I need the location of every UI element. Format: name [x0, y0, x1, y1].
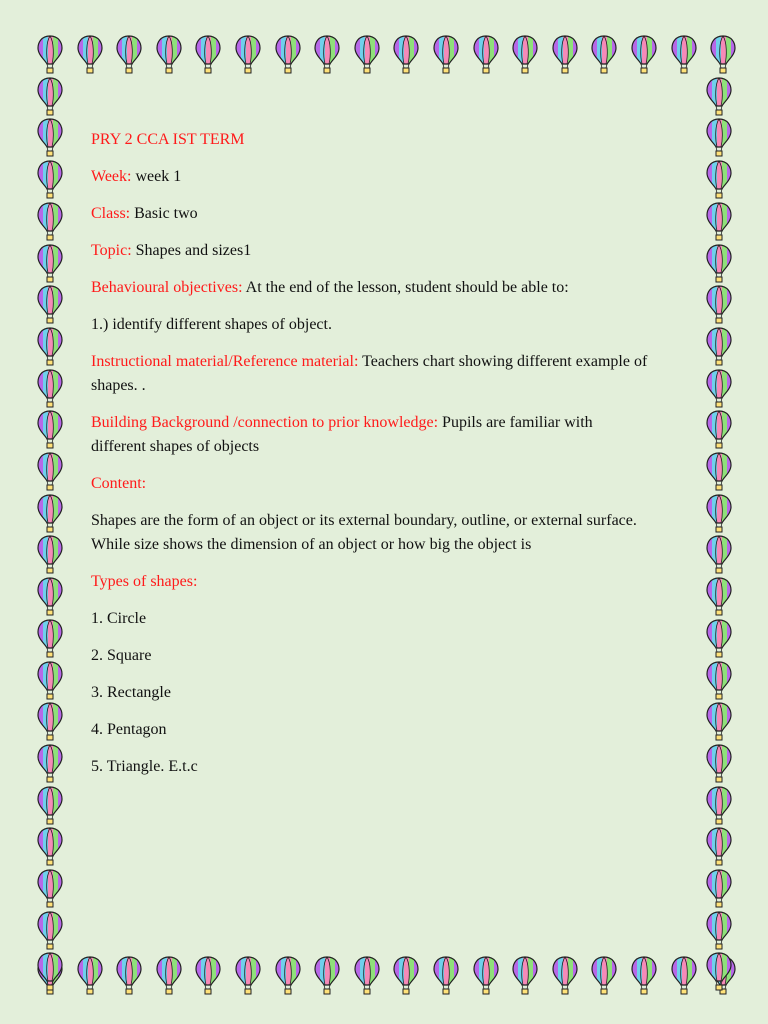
hot-air-balloon-icon — [275, 955, 301, 995]
hot-air-balloon-icon — [591, 34, 617, 74]
shape-item: 4. Pentagon — [91, 721, 167, 738]
hot-air-balloon-icon — [706, 951, 732, 991]
hot-air-balloon-icon — [473, 34, 499, 74]
hot-air-balloon-icon — [37, 785, 63, 825]
hot-air-balloon-icon — [37, 618, 63, 658]
hot-air-balloon-icon — [671, 34, 697, 74]
hot-air-balloon-icon — [37, 493, 63, 533]
hot-air-balloon-icon — [706, 284, 732, 324]
shape-item: 1. Circle — [91, 610, 147, 627]
building-value: Pupils are familiar with different shapes of objects — [91, 414, 593, 455]
hot-air-balloon-icon — [671, 955, 697, 995]
hot-air-balloon-icon — [37, 326, 63, 366]
hot-air-balloon-icon — [37, 534, 63, 574]
hot-air-balloon-icon — [706, 826, 732, 866]
hot-air-balloon-icon — [37, 201, 63, 241]
hot-air-balloon-icon — [393, 34, 419, 74]
hot-air-balloon-icon — [37, 159, 63, 199]
doc-title: PRY 2 CCA IST TERM — [91, 131, 245, 148]
hot-air-balloon-icon — [37, 910, 63, 950]
behavioural-value: At the end of the lesson, student should be able to: — [245, 279, 569, 296]
shape-item: 3. Rectangle — [91, 684, 171, 701]
topic-value: Shapes and sizes1 — [135, 242, 252, 259]
lesson-note — [91, 128, 651, 792]
hot-air-balloon-icon — [37, 951, 63, 991]
week-label: Week: — [91, 168, 132, 185]
hot-air-balloon-icon — [706, 493, 732, 533]
hot-air-balloon-icon — [706, 910, 732, 950]
class-label: Class: — [91, 205, 131, 222]
hot-air-balloon-icon — [473, 955, 499, 995]
topic-label: Topic: — [91, 242, 132, 259]
content-text: Shapes are the form of an object or its external boundary, outline, or external surface. While size shows the dimension of an object or how big the object is — [91, 512, 637, 553]
hot-air-balloon-icon — [706, 451, 732, 491]
hot-air-balloon-icon — [706, 701, 732, 741]
hot-air-balloon-icon — [706, 409, 732, 449]
hot-air-balloon-icon — [433, 34, 459, 74]
hot-air-balloon-icon — [706, 618, 732, 658]
hot-air-balloon-icon — [37, 826, 63, 866]
week-line — [91, 165, 651, 189]
hot-air-balloon-icon — [37, 34, 63, 74]
hot-air-balloon-icon — [37, 368, 63, 408]
hot-air-balloon-icon — [706, 868, 732, 908]
class-value: Basic two — [134, 205, 198, 222]
hot-air-balloon-icon — [37, 660, 63, 700]
hot-air-balloon-icon — [77, 34, 103, 74]
hot-air-balloon-icon — [156, 955, 182, 995]
hot-air-balloon-icon — [195, 955, 221, 995]
hot-air-balloon-icon — [706, 785, 732, 825]
hot-air-balloon-icon — [314, 34, 340, 74]
topic-line — [91, 239, 651, 263]
hot-air-balloon-icon — [37, 284, 63, 324]
instructional-value: Teachers chart showing different example of shapes. . — [91, 353, 648, 394]
hot-air-balloon-icon — [37, 243, 63, 283]
hot-air-balloon-icon — [706, 660, 732, 700]
hot-air-balloon-icon — [552, 34, 578, 74]
hot-air-balloon-icon — [116, 34, 142, 74]
hot-air-balloon-icon — [512, 34, 538, 74]
hot-air-balloon-icon — [706, 576, 732, 616]
hot-air-balloon-icon — [710, 34, 736, 74]
hot-air-balloon-icon — [512, 955, 538, 995]
hot-air-balloon-icon — [37, 701, 63, 741]
types-label: Types of shapes: — [91, 573, 198, 590]
hot-air-balloon-icon — [156, 34, 182, 74]
hot-air-balloon-icon — [706, 76, 732, 116]
hot-air-balloon-icon — [116, 955, 142, 995]
hot-air-balloon-icon — [706, 368, 732, 408]
hot-air-balloon-icon — [235, 34, 261, 74]
hot-air-balloon-icon — [354, 955, 380, 995]
hot-air-balloon-icon — [706, 534, 732, 574]
hot-air-balloon-icon — [275, 34, 301, 74]
building-line — [91, 411, 651, 459]
hot-air-balloon-icon — [706, 243, 732, 283]
hot-air-balloon-icon — [37, 743, 63, 783]
hot-air-balloon-icon — [195, 34, 221, 74]
hot-air-balloon-icon — [37, 409, 63, 449]
hot-air-balloon-icon — [314, 955, 340, 995]
hot-air-balloon-icon — [37, 117, 63, 157]
objective-1: 1.) identify different shapes of object. — [91, 316, 332, 333]
hot-air-balloon-icon — [37, 76, 63, 116]
shape-item: 5. Triangle. E.t.c — [91, 758, 198, 775]
hot-air-balloon-icon — [37, 451, 63, 491]
instructional-label: Instructional material/Reference material: — [91, 353, 359, 370]
hot-air-balloon-icon — [77, 955, 103, 995]
hot-air-balloon-icon — [235, 955, 261, 995]
hot-air-balloon-icon — [631, 34, 657, 74]
hot-air-balloon-icon — [393, 955, 419, 995]
behavioural-label: Behavioural objectives: — [91, 279, 243, 296]
instructional-line — [91, 350, 651, 398]
week-value: week 1 — [135, 168, 182, 185]
hot-air-balloon-icon — [552, 955, 578, 995]
hot-air-balloon-icon — [706, 326, 732, 366]
hot-air-balloon-icon — [433, 955, 459, 995]
shape-item: 2. Square — [91, 647, 152, 664]
hot-air-balloon-icon — [706, 117, 732, 157]
behavioural-line — [91, 276, 651, 300]
content-label: Content: — [91, 475, 147, 492]
hot-air-balloon-icon — [706, 159, 732, 199]
hot-air-balloon-icon — [706, 201, 732, 241]
hot-air-balloon-icon — [706, 743, 732, 783]
hot-air-balloon-icon — [354, 34, 380, 74]
hot-air-balloon-icon — [37, 576, 63, 616]
hot-air-balloon-icon — [631, 955, 657, 995]
hot-air-balloon-icon — [37, 868, 63, 908]
hot-air-balloon-icon — [591, 955, 617, 995]
building-label: Building Background /connection to prior knowledge: — [91, 414, 439, 431]
class-line — [91, 202, 651, 226]
